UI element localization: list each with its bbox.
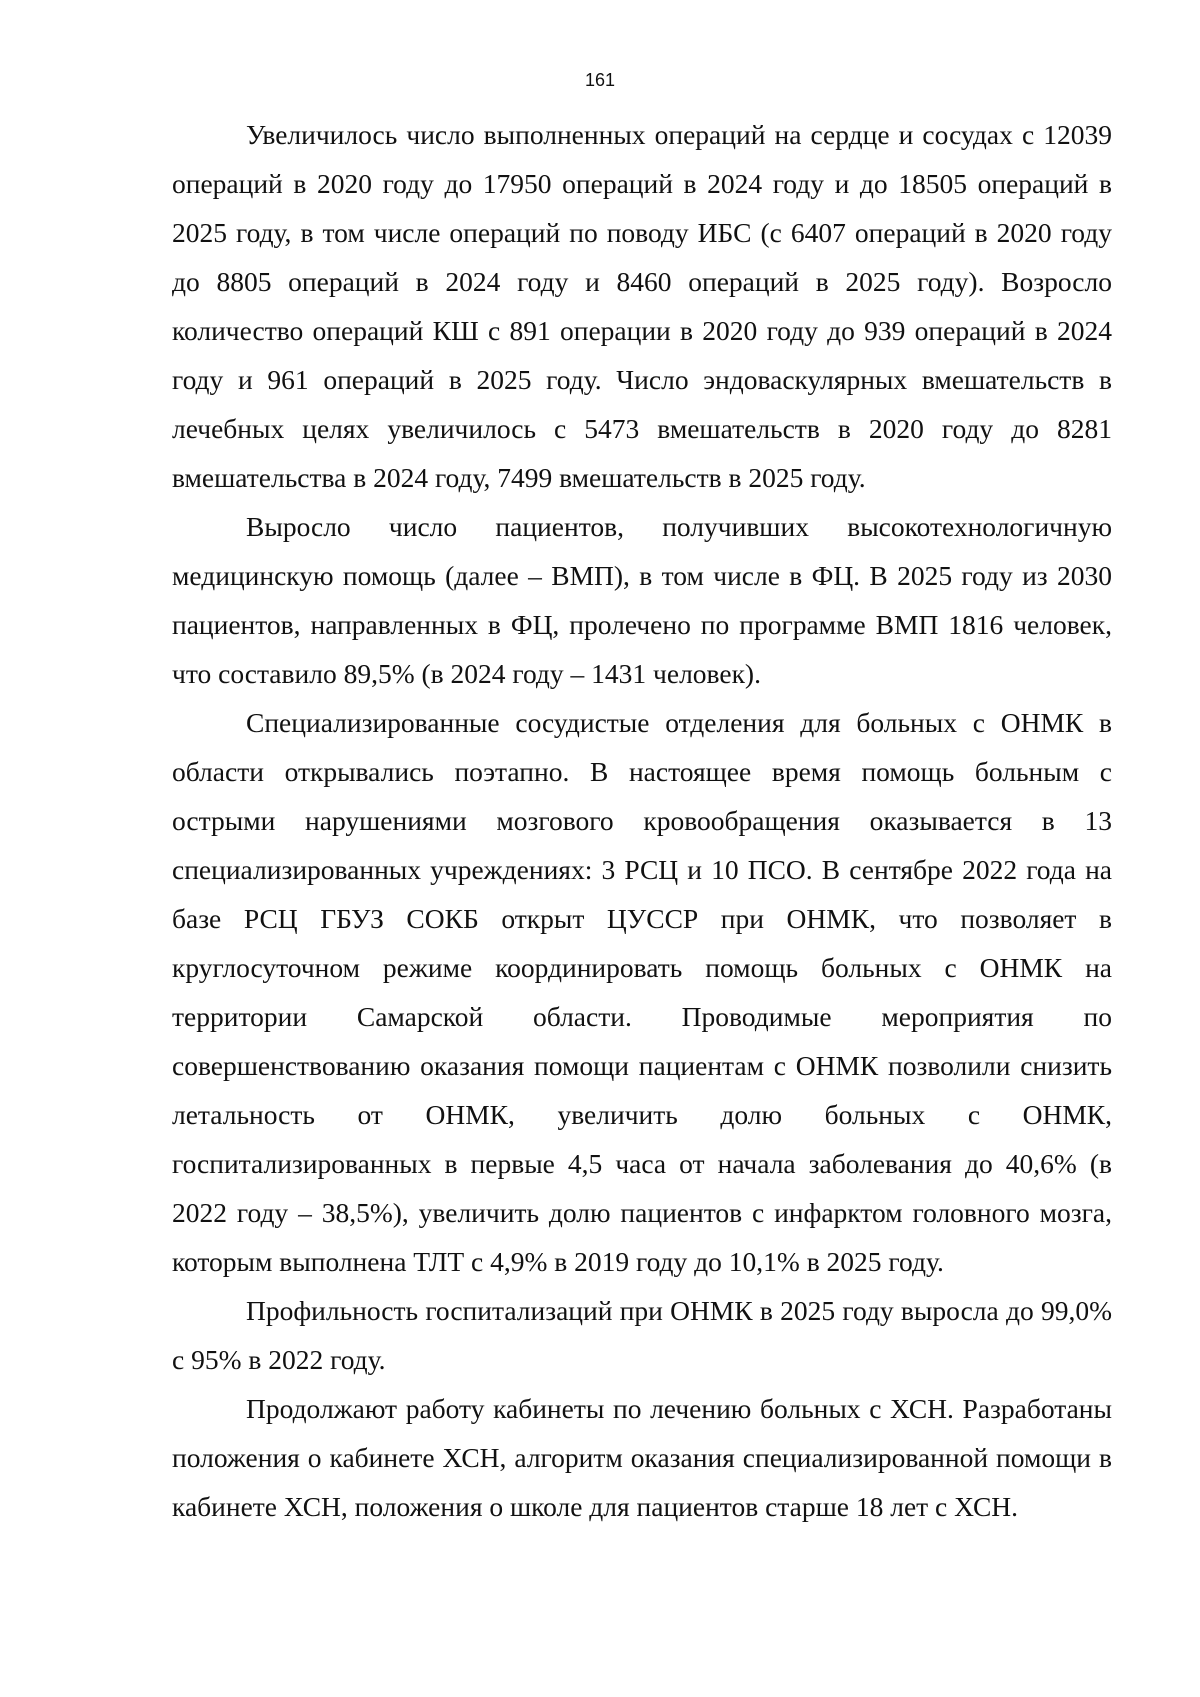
- paragraph-heart-failure-offices: Продолжают работу кабинеты по лечению больных с ХСН. Разработаны положения о кабинете ХСН, алгоритм оказания специализированной помощи в кабинете ХСН, положения о школе для пациентов старше 18 лет с ХСН.: [172, 1393, 1112, 1522]
- paragraph-stroke-departments: Специализированные сосудистые отделения для больных с ОНМК в области открывались поэтапно. В настоящее время помощь больным с острыми нарушениями мозгового кровообращения оказывается в 13 специализированных учреждениях: 3 РСЦ и 10 ПСО. В сентябре 2022 года на базе РСЦ ГБУЗ СОКБ открыт ЦУССР при ОНМК, что позволяет в круглосуточном режиме координировать помощь больных с ОНМК на территории Самарской области. Проводимые мероприятия по совершенствованию оказания помощи пациентам с ОНМК позволили снизить летальность от ОНМК, увеличить долю больных с ОНМК, госпитализированных в первые 4,5 часа от начала заболевания до 40,6% (в 2022 году – 38,5%), увеличить долю пациентов с инфарктом головного мозга, которым выполнена ТЛТ с 4,9% в 2019 году до 10,1% в 2025 году.: [172, 707, 1112, 1277]
- paragraph-cardiac-surgery: Увеличилось число выполненных операций на сердце и сосудах с 12039 операций в 2020 году до 17950 операций в 2024 году и до 18505 операций в 2025 году, в том числе операций по поводу ИБС (с 6407 операций в 2020 году до 8805 операций в 2024 году и 8460 операций в 2025 году). Возросло количество операций КШ с 891 операции в 2020 году до 939 операций в 2024 году и 961 операций в 2025 году. Число эндоваскулярных вмешательств в лечебных целях увеличилось с 5473 вмешательств в 2020 году до 8281 вмешательства в 2024 году, 7499 вмешательств в 2025 году.: [172, 119, 1112, 493]
- body-text: [172, 110, 1112, 1531]
- paragraph-high-tech-care: Выросло число пациентов, получивших высокотехнологичную медицинскую помощь (далее – ВМП), в том числе в ФЦ. В 2025 году из 2030 пациентов, направленных в ФЦ, пролечено по программе ВМП 1816 человек, что составило 89,5% (в 2024 году – 1431 человек).: [172, 511, 1112, 689]
- page-number: 161: [584, 70, 616, 90]
- paragraph-hospitalization-profile: Профильность госпитализаций при ОНМК в 2025 году выросла до 99,0% с 95% в 2022 году.: [172, 1295, 1112, 1375]
